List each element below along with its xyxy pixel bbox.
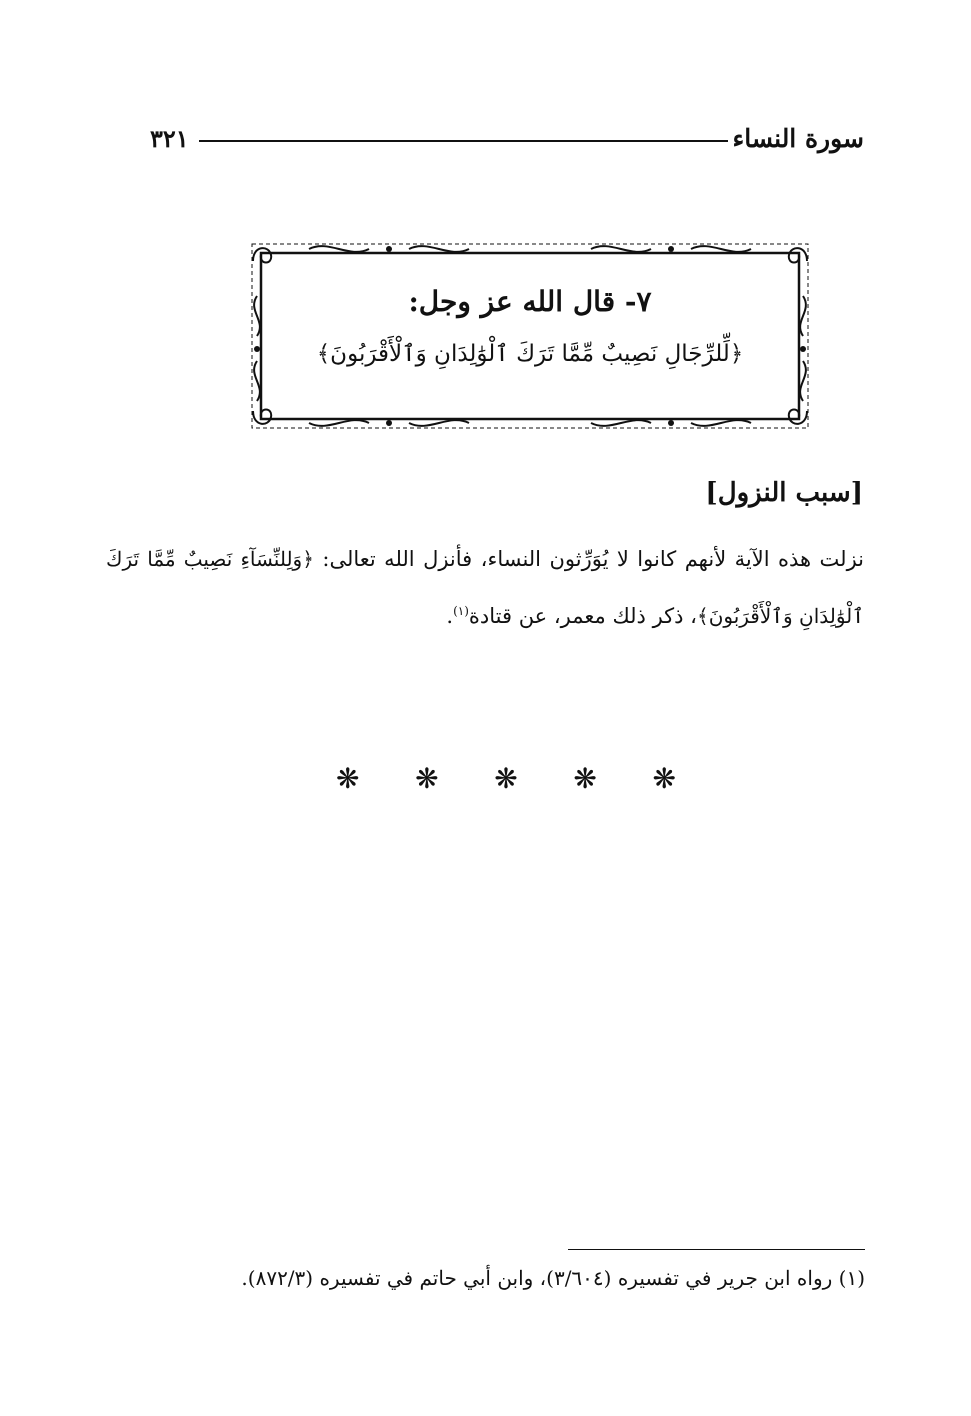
separator-star: ❋ [494,762,518,795]
section-heading: [سبب النزول] [705,478,863,508]
running-header [150,118,864,158]
body-end: . [446,604,454,628]
header-rule [199,140,729,142]
frame-border [249,241,811,431]
body-ayah: ﴿وَلِلنِّسَآءِ نَصِيبٌ مِّمَّا تَرَكَ ٱلْوَٰلِدَانِ وَٱلْأَقْرَبُونَ﴾ [106,547,864,628]
separator-star: ❋ [415,762,439,795]
frame-verse: ﴿لِّلرِّجَالِ نَصِيبٌ مِّمَّا تَرَكَ ٱلْوَٰلِدَانِ وَٱلْأَقْرَبُونَ﴾ [316,341,744,367]
page-number: ٣٢١ [150,123,189,153]
frame-title: ٧- قال الله عز وجل: [408,285,652,318]
body-text-after: ، ذكر ذلك معمر، عن قتادة [468,604,697,628]
separator-star: ❋ [573,762,597,795]
ornamental-frame [249,241,811,431]
footnote-reference: (١) [453,604,469,618]
footnote-rule [568,1249,865,1250]
section-separator [336,762,676,795]
separator-star: ❋ [336,762,360,795]
separator-star: ❋ [652,762,676,795]
surah-name: سورة النساء [732,123,864,153]
body-text-before: نزلت هذه الآية لأنهم كانوا لا يُوَرِّثون النساء، فأنزل الله تعالى: [313,547,864,571]
body-paragraph [106,533,864,642]
footnote: (١) رواه ابن جرير في تفسيره (٣/٦٠٤)، وابن أبي حاتم في تفسيره (٨٧٢/٣). [241,1266,865,1290]
